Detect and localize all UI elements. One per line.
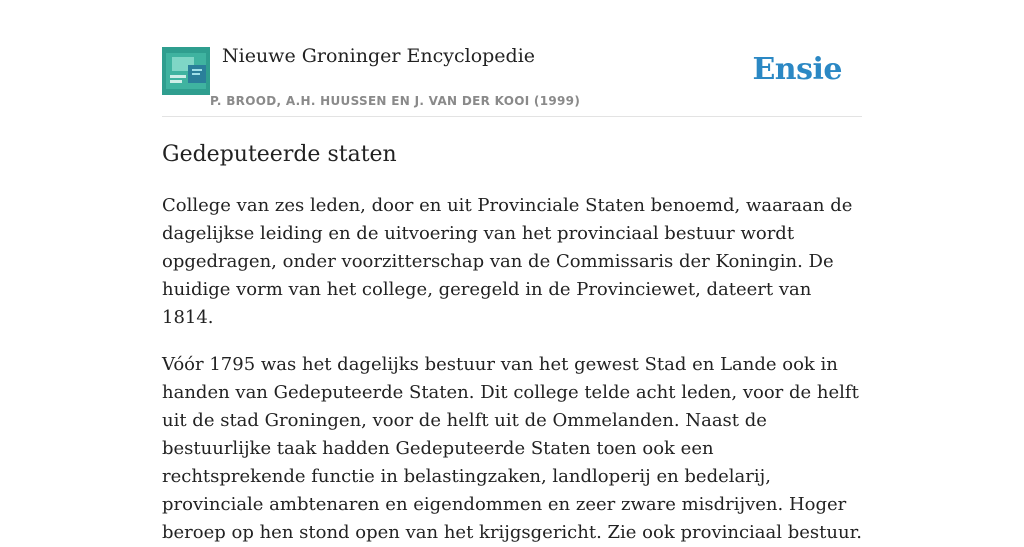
authors-line: P. BROOD, A.H. HUUSSEN EN J. VAN DER KOOI (1999) [210,94,581,108]
encyclopedia-cover-avatar[interactable] [162,47,210,95]
article-paragraph: College van zes leden, door en uit Provinciale Staten benoemd, waaraan de dagelijkse leiding en de uitvoering van het provinciaal bestuur wordt opgedragen, onder voorzitterschap van de Commissaris der Koningin. De huidige vorm van het college, geregeld in de Provinciewet, dateert van 1814. [162,195,853,328]
ensie-logo[interactable]: Ensie [752,52,842,87]
article-title: Gedeputeerde staten [162,142,397,167]
article [162,140,862,547]
book-cover-icon [162,47,210,95]
header [162,0,862,117]
article-paragraph: Vóór 1795 was het dagelijks bestuur van het gewest Stad en Lande ook in handen van Gedeputeerde Staten. Dit college telde acht leden, voor de helft uit de stad Groningen, voor de helft uit de Ommelanden. Naast de bestuurlijke taak hadden Gedeputeerde Staten toen ook een rechtsprekende functie in belastingzaken, landloperij en bedelarij, provinciale ambtenaren en eigendommen en zeer zware misdrijven. Hoger beroep op hen stond open van het krijgsgericht. Zie ook provinciaal bestuur. [162,354,862,543]
encyclopedia-title[interactable]: Nieuwe Groninger Encyclopedie [222,45,536,67]
